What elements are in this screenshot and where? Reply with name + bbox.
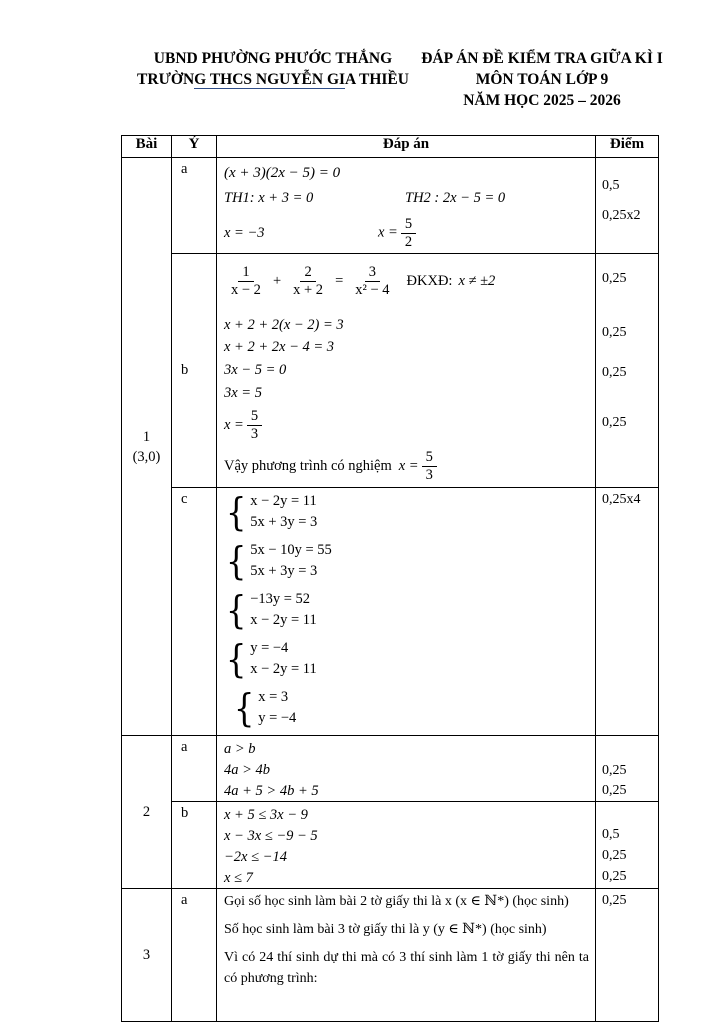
system-line: −13y = 52 (250, 591, 311, 607)
point-value: 0,25 (602, 848, 627, 863)
col-header-bai: Bài (122, 136, 172, 158)
bai-3-cell: 3 (122, 889, 172, 1022)
equation-system (224, 490, 589, 534)
solution-2-lhs: x = (378, 224, 398, 241)
step-line: x ≤ 7 (224, 870, 253, 886)
system-line: y = −4 (258, 710, 297, 726)
point-value: 0,25 (602, 271, 627, 286)
fraction (351, 264, 393, 298)
answer-table-wrapper (121, 135, 659, 1022)
table-row-2a (122, 736, 659, 802)
case-line (224, 188, 589, 209)
system-line: 5x − 10y = 55 (250, 542, 332, 558)
y-2b-cell: b (172, 802, 217, 889)
table-row-2b (122, 802, 659, 889)
point-value: 0,5 (602, 827, 620, 842)
answer-3a-cell (217, 889, 596, 1022)
step-line: x + 2 + 2(x − 2) = 3 (224, 317, 344, 333)
equation-system (224, 637, 589, 681)
points-2b-cell (596, 802, 659, 889)
system-line: 5x + 3y = 3 (250, 514, 318, 530)
fraction-equation-line (224, 256, 589, 306)
bai-1-total-points: (3,0) (132, 448, 161, 465)
table-row-1b (122, 254, 659, 488)
point-value: 0,25 (602, 783, 627, 798)
step-line: a > b (224, 741, 256, 757)
fraction-numerator: 1 (238, 264, 253, 282)
conclusion-line (224, 445, 589, 487)
fraction-denominator: 2 (404, 233, 413, 250)
solution-1: x = −3 (224, 224, 265, 241)
answer-2b-cell (217, 802, 596, 889)
point-value: 0,25 (602, 869, 627, 884)
fraction-denominator: x + 2 (293, 281, 324, 298)
points-2a-cell (596, 736, 659, 802)
point-value: 0,25 (602, 763, 627, 778)
bai-1-number: 1 (142, 428, 151, 445)
point-value: 0,25x4 (602, 492, 641, 507)
step-line: −2x ≤ −14 (224, 849, 287, 865)
point-value: 0,25 (602, 365, 627, 380)
table-header-row (122, 136, 659, 158)
col-header-dapan: Đáp án (217, 136, 596, 158)
equals-operator: = (335, 272, 344, 289)
equation-system (224, 539, 589, 583)
answer-1c-cell (217, 488, 596, 736)
fraction (247, 408, 262, 442)
fraction (227, 264, 265, 298)
fraction-denominator: 3 (425, 466, 433, 483)
left-brace-icon (226, 588, 247, 632)
y-3a-cell: a (172, 889, 217, 1022)
doc-title-line3: NĂM HỌC 2025 – 2026 (463, 92, 621, 109)
org-line2-pre: TRƯỜN (137, 71, 195, 88)
system-line: y = −4 (250, 640, 289, 656)
fraction-numerator: 2 (300, 264, 315, 282)
doc-title-line2: MÔN TOÁN LỚP 9 (475, 71, 609, 88)
step-line: x + 2 + 2x − 4 = 3 (224, 339, 335, 355)
bai-1-cell (122, 158, 172, 736)
fraction-numerator: 3 (365, 264, 380, 282)
fraction-numerator: 5 (401, 216, 416, 234)
fraction (289, 264, 327, 298)
step-line: 4a + 5 > 4b + 5 (224, 783, 319, 799)
step-line: 4a > 4b (224, 762, 271, 778)
org-line2 (128, 69, 418, 90)
fraction-denominator: 3 (250, 425, 259, 442)
condition-expression: x ≠ ±2 (458, 272, 496, 289)
answer-1a-cell (217, 158, 596, 254)
y-1a-cell: a (172, 158, 217, 254)
condition-label: ĐKXĐ: (406, 272, 453, 289)
bai-2-cell: 2 (122, 736, 172, 889)
equation-system (224, 588, 589, 632)
points-3a-cell (596, 889, 659, 1022)
step-line: 3x − 5 = 0 (224, 362, 287, 378)
conclusion-lhs: x = (398, 457, 419, 474)
fraction (401, 216, 416, 250)
org-line2-underlined: G THCS NGUYỄN GI (194, 71, 346, 88)
system-line: x − 2y = 11 (250, 661, 317, 677)
points-1b-cell (596, 254, 659, 488)
points-1a-cell (596, 158, 659, 254)
equation-line: (x + 3)(2x − 5) = 0 (224, 165, 341, 181)
point-value: 0,25 (602, 415, 627, 430)
table-row-1a (122, 158, 659, 254)
doc-title-line1: ĐÁP ÁN ĐỀ KIỂM TRA GIỮA KÌ I (421, 50, 663, 67)
solution-line (224, 213, 589, 253)
word-problem-setup-1: Gọi số học sinh làm bài 2 tờ giấy thi là x (x ∈ ℕ*) (học sinh) (224, 894, 569, 909)
y-1b-cell: b (172, 254, 217, 488)
fraction-denominator: x − 2 (231, 281, 261, 298)
system-line: x = 3 (258, 689, 289, 705)
org-line1: UBND PHƯỜNG PHƯỚC THẮNG (153, 50, 393, 67)
point-value: 0,25 (602, 325, 627, 340)
left-brace-icon (226, 539, 247, 583)
step-line: 3x = 5 (224, 385, 262, 401)
case-2: TH2 : 2x − 5 = 0 (405, 190, 506, 206)
system-line: 5x + 3y = 3 (250, 563, 318, 579)
issuing-org-block (128, 48, 418, 90)
conclusion-text: Vậy phương trình có nghiệm (224, 457, 392, 474)
fraction-numerator: 5 (422, 449, 437, 467)
step-line: x − 3x ≤ −9 − 5 (224, 828, 318, 844)
equation-system (232, 686, 589, 730)
solution-2 (378, 216, 419, 250)
answer-1b-cell (217, 254, 596, 488)
point-value: 0,25 (602, 893, 627, 908)
document-title-block (418, 48, 666, 111)
system-line: x − 2y = 11 (250, 493, 317, 509)
case-1: TH1: x + 3 = 0 (224, 190, 314, 206)
answer-2a-cell (217, 736, 596, 802)
left-brace-icon (226, 490, 247, 534)
solution-line (224, 405, 589, 445)
table-row-3a (122, 889, 659, 1022)
system-line: x − 2y = 11 (250, 612, 317, 628)
step-line: x + 5 ≤ 3x − 9 (224, 807, 308, 823)
word-problem-setup-2: Số học sinh làm bài 3 tờ giấy thi là y (y ∈ ℕ*) (học sinh) (224, 922, 547, 937)
col-header-diem: Điểm (596, 136, 659, 158)
points-1c-cell (596, 488, 659, 736)
point-value: 0,25x2 (602, 208, 641, 223)
point-value: 0,5 (602, 178, 620, 193)
y-2a-cell: a (172, 736, 217, 802)
fraction-numerator: 5 (247, 408, 262, 426)
fraction-denominator: x² − 4 (355, 281, 390, 298)
fraction (422, 449, 437, 483)
word-problem-reasoning: Vì có 24 thí sinh dự thi mà có 3 thí sinh làm 1 tờ giấy thi nên ta có phương trình: (224, 950, 589, 986)
left-brace-icon (226, 637, 247, 681)
col-header-y: Ý (172, 136, 217, 158)
answer-key-table (121, 135, 659, 1022)
solution-lhs: x = (224, 416, 244, 433)
org-line2-post: A THIỀU (345, 71, 409, 88)
plus-operator: + (272, 272, 282, 289)
y-1c-cell: c (172, 488, 217, 736)
table-row-1c (122, 488, 659, 736)
left-brace-icon (234, 686, 255, 730)
